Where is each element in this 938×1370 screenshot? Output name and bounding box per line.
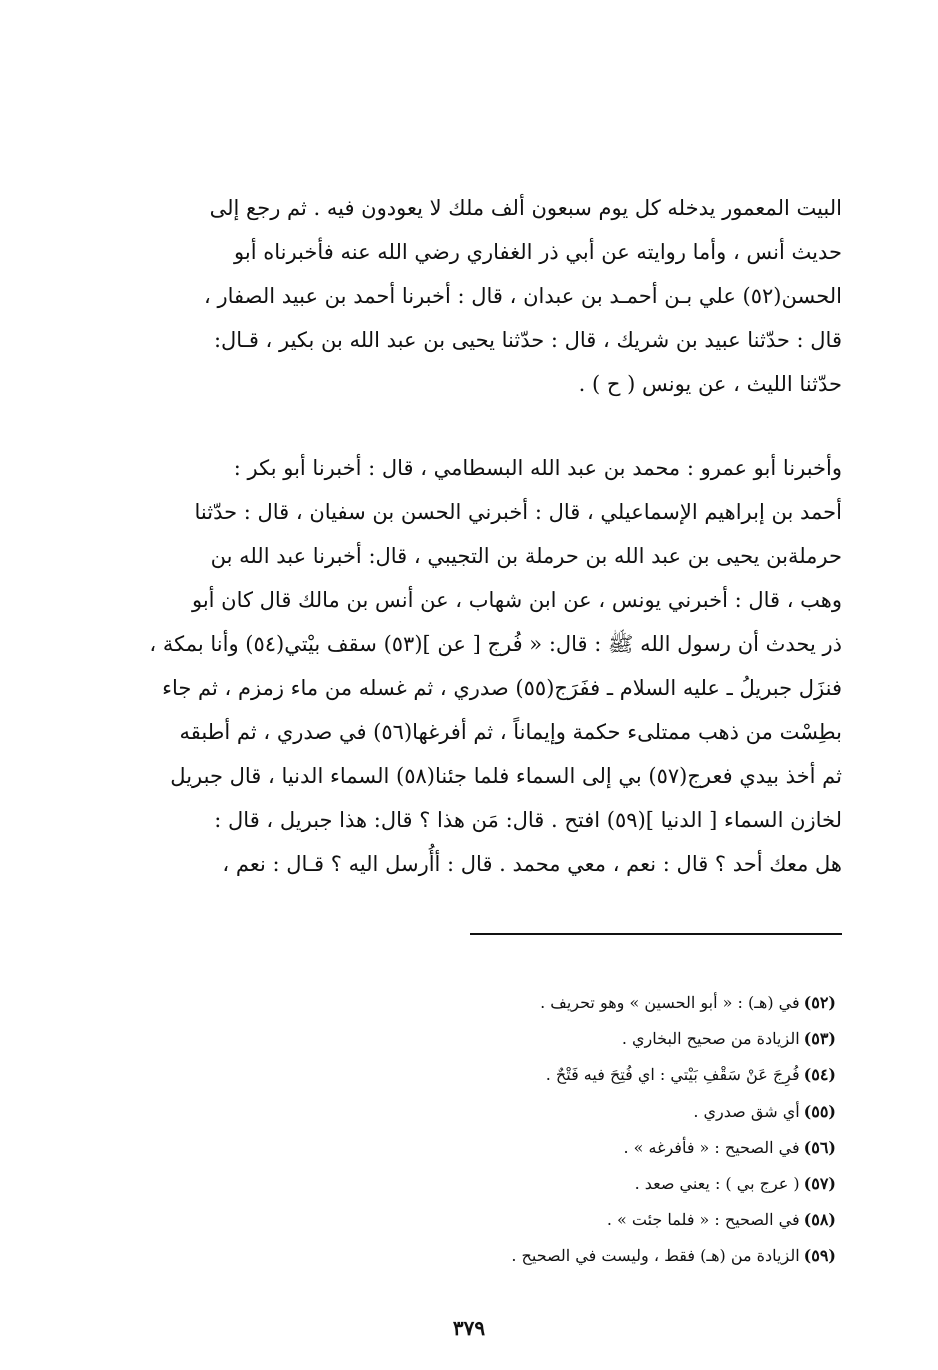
text-line: أحمد بن إبراهيم الإسماعيلي ، قال : أخبرني الحسن بن سفيان ، قال : حدّثنا xyxy=(194,500,842,524)
text-line: وهب ، قال : أخبرني يونس ، عن ابن شهاب ، عن أنس بن مالك قال كان أبو xyxy=(191,588,842,612)
footnote-text: الزيادة من صحيح البخاري . xyxy=(621,1029,800,1049)
footnote-item xyxy=(112,1057,836,1093)
footnote-text: الزيادة من (هـ) فقط ، وليست في الصحيح . xyxy=(511,1246,800,1266)
text-line: حدّثنا الليث ، عن يونس ( ح ) . xyxy=(578,372,842,396)
footnote-number: (٥٧) xyxy=(803,1174,836,1194)
footnote-number: (٥٨) xyxy=(803,1210,836,1230)
footnote-item xyxy=(112,1130,836,1166)
footnote-number: (٥٣) xyxy=(803,1029,836,1049)
footnote-number: (٥٤) xyxy=(803,1065,836,1085)
text-line: حديث أنس ، وأما روايته عن أبي ذر الغفاري رضي الله عنه فأخبرناه أبو xyxy=(234,240,842,264)
footnote-item xyxy=(112,1094,836,1130)
text-line: قال : حدّثنا عبيد بن شريك ، قال : حدّثنا يحيى بن عبد الله بن بكير ، قـال: xyxy=(213,328,842,352)
footnote-item xyxy=(112,1166,836,1202)
footnote-number: (٥٩) xyxy=(803,1246,836,1266)
footnote-text: في الصحيح : « فأفرغه » . xyxy=(623,1137,800,1157)
footnote-item xyxy=(112,985,836,1021)
text-line: بطِسْت من ذهب ممتلىء حكمة وإيماناً ، ثم أفرغها(٥٦) في صدري ، ثم أطبقه xyxy=(179,720,842,744)
text-line: فنزَل جبريلُ ـ عليه السلام ـ ففَرَج(٥٥) صدري ، ثم غسله من ماء زمزم ، ثم جاء xyxy=(162,676,842,700)
text-line: ثم أخذ بيدي فعرج(٥٧) بي إلى السماء فلما جئنا(٥٨) السماء الدنيا ، قال جبريل xyxy=(170,764,842,788)
footnote-text: فُرِجَ عَنْ سَقْفِ بَيْتي : اي فُتِحَ فيه فَتْحٌ . xyxy=(545,1065,800,1085)
footnote-text: أي شق صدري . xyxy=(693,1101,800,1121)
footnote-item xyxy=(112,1202,836,1238)
text-line: لخازن السماء [ الدنيا ](٥٩) افتح . قال: مَن هذا ؟ قال: هذا جبريل ، قال : xyxy=(214,808,842,832)
footnote-text: في الصحيح : « فلما جئت » . xyxy=(606,1210,800,1230)
footnote-item xyxy=(112,1238,836,1274)
footnotes-list xyxy=(112,985,836,1275)
text-line: البيت المعمور يدخله كل يوم سبعون ألف ملك لا يعودون فيه . ثم رجع إلى xyxy=(209,196,842,220)
paragraph-2 xyxy=(112,446,842,886)
footnote-text: في (هـ) : « أبو الحسين » وهو تحريف . xyxy=(540,993,800,1012)
footnote-item xyxy=(112,1021,836,1057)
footnote-number: (٥٦) xyxy=(803,1137,836,1157)
text-line: هل معك أحد ؟ قال : نعم ، معي محمد . قال : أأُرسل اليه ؟ قـال : نعم ، xyxy=(222,852,842,876)
footnote-text: ( عرج بي ) : يعني صعد . xyxy=(634,1174,800,1194)
footnote-number: (٥٥) xyxy=(803,1101,836,1121)
text-line: ذر يحدث أن رسول الله ﷺ : قال: « فُرج [ عن ](٥٣) سقف بيْتي(٥٤) وأنا بمكة ، xyxy=(149,632,842,656)
text-line: الحسن(٥٢) علي بـن أحمـد بن عبدان ، قال : أخبرنا أحمد بن عبيد الصفار ، xyxy=(204,284,842,308)
page-number: ٣٧٩ xyxy=(452,1316,486,1340)
paragraph-1 xyxy=(112,186,842,406)
footnote-divider xyxy=(470,933,842,935)
footnote-number: (٥٢) xyxy=(803,993,836,1012)
text-line: وأخبرنا أبو عمرو : محمد بن عبد الله البسطامي ، قال : أخبرنا أبو بكر : xyxy=(233,456,842,480)
text-line: حرملةبن يحيى بن عبد الله بن حرملة بن التجيبي ، قال: أخبرنا عبد الله بن xyxy=(210,544,842,568)
